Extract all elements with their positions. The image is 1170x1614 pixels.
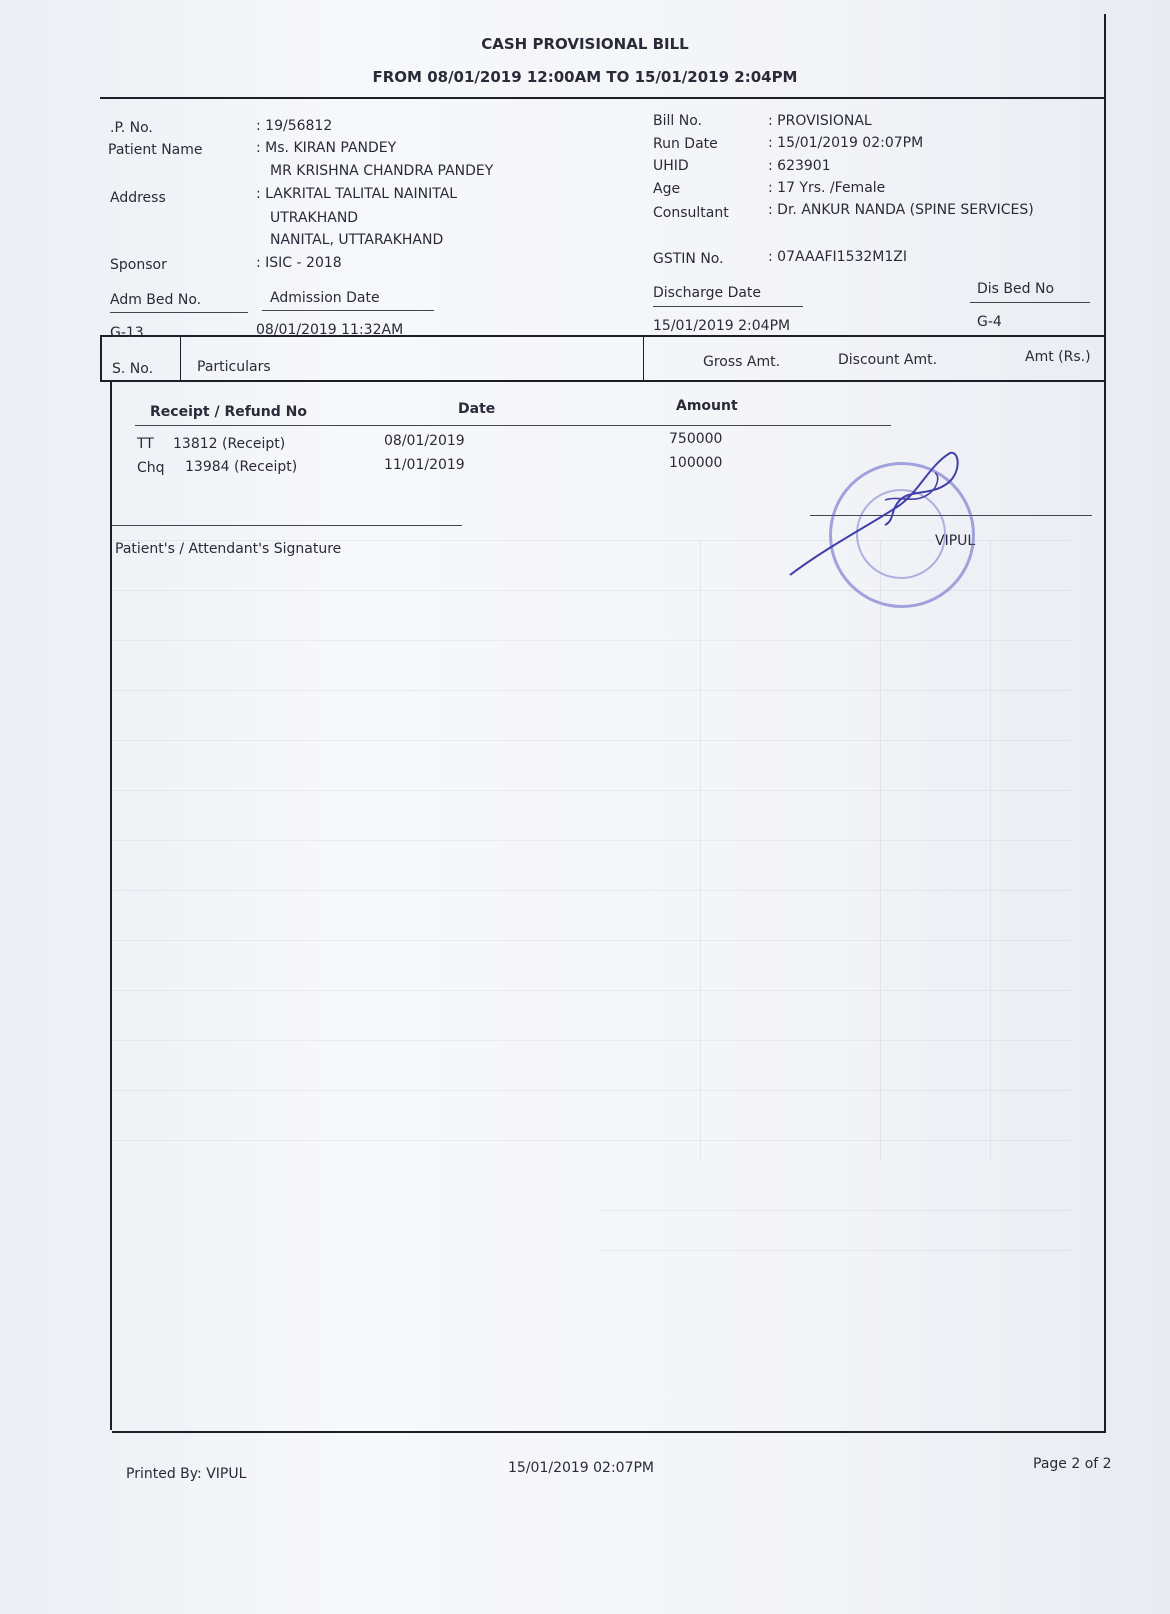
- patient-name-label: Patient Name: [108, 142, 203, 158]
- bottom-border: [112, 1431, 1106, 1433]
- col-gross: Gross Amt.: [703, 354, 781, 370]
- page-number: Page 2 of 2: [1033, 1456, 1112, 1472]
- adm-bed-label: Adm Bed No.: [110, 292, 202, 308]
- left-border: [110, 380, 112, 1430]
- consultant-label: Consultant: [653, 205, 729, 221]
- address-line2: UTRAKHAND: [270, 210, 359, 226]
- patient-signature-label: Patient's / Attendant's Signature: [115, 541, 342, 557]
- sponsor-label: Sponsor: [110, 257, 167, 273]
- patient-name-value: : Ms. KIRAN PANDEY: [256, 140, 397, 156]
- adm-bed-value: G-13: [110, 325, 144, 341]
- receipt-row-1-amount: 750000: [669, 431, 723, 447]
- sponsor-value: : ISIC - 2018: [256, 255, 342, 271]
- age-label: Age: [653, 181, 681, 197]
- receipt-col-no: Receipt / Refund No: [150, 404, 307, 420]
- receipt-row-1-ref: 13812 (Receipt): [173, 436, 286, 452]
- bill-no-value: : PROVISIONAL: [768, 113, 872, 129]
- header-top-rule: [100, 97, 1106, 99]
- receipt-col-date: Date: [458, 401, 496, 417]
- ip-no-label: .P. No.: [110, 120, 153, 136]
- discharge-date-label: Discharge Date: [653, 285, 762, 301]
- receipt-col-amount: Amount: [676, 398, 738, 414]
- bill-title: CASH PROVISIONAL BILL: [481, 35, 689, 53]
- signatory-name: VIPUL: [935, 533, 976, 549]
- receipt-row-2-date: 11/01/2019: [384, 457, 465, 473]
- discharge-date-value: 15/01/2019 2:04PM: [653, 318, 791, 334]
- receipt-row-2-ref: 13984 (Receipt): [185, 459, 298, 475]
- receipt-row-1-mode: TT: [137, 436, 154, 452]
- run-date-label: Run Date: [653, 136, 718, 152]
- bill-period: FROM 08/01/2019 12:00AM TO 15/01/2019 2:04PM: [372, 68, 798, 86]
- col-amount: Amt (Rs.): [1025, 349, 1091, 365]
- col-discount: Discount Amt.: [838, 352, 938, 368]
- ip-no-value: : 19/56812: [256, 118, 333, 134]
- table-top-rule: [100, 335, 1106, 337]
- receipt-row-2-mode: Chq: [137, 460, 165, 476]
- uhid-label: UHID: [653, 158, 689, 174]
- address-label: Address: [110, 190, 166, 206]
- gstin-value: : 07AAAFI1532M1ZI: [768, 249, 908, 265]
- address-line1: : LAKRITAL TALITAL NAINITAL: [256, 186, 458, 202]
- run-date-value: : 15/01/2019 02:07PM: [768, 135, 924, 151]
- bill-no-label: Bill No.: [653, 113, 702, 129]
- printed-by: Printed By: VIPUL: [126, 1466, 247, 1482]
- col-particulars: Particulars: [197, 359, 271, 375]
- patient-signature-line: [112, 525, 462, 526]
- dis-bed-label: Dis Bed No: [977, 281, 1055, 297]
- receipt-row-2-amount: 100000: [669, 455, 723, 471]
- receipt-row-1-date: 08/01/2019: [384, 433, 465, 449]
- table-header-rule: [100, 380, 1106, 382]
- uhid-value: : 623901: [768, 158, 831, 174]
- gstin-label: GSTIN No.: [653, 251, 724, 267]
- address-line3: NANITAL, UTTARAKHAND: [270, 232, 444, 248]
- handwritten-signature: [780, 445, 1000, 605]
- col-sno: S. No.: [112, 361, 154, 377]
- guardian-name: MR KRISHNA CHANDRA PANDEY: [270, 163, 494, 179]
- printed-at: 15/01/2019 02:07PM: [508, 1460, 655, 1476]
- dis-bed-value: G-4: [977, 314, 1002, 330]
- right-border: [1104, 14, 1106, 1432]
- age-value: : 17 Yrs. /Female: [768, 180, 886, 196]
- consultant-value: : Dr. ANKUR NANDA (SPINE SERVICES): [768, 202, 1034, 218]
- admission-date-value: 08/01/2019 11:32AM: [256, 322, 404, 338]
- admission-date-label: Admission Date: [270, 290, 380, 306]
